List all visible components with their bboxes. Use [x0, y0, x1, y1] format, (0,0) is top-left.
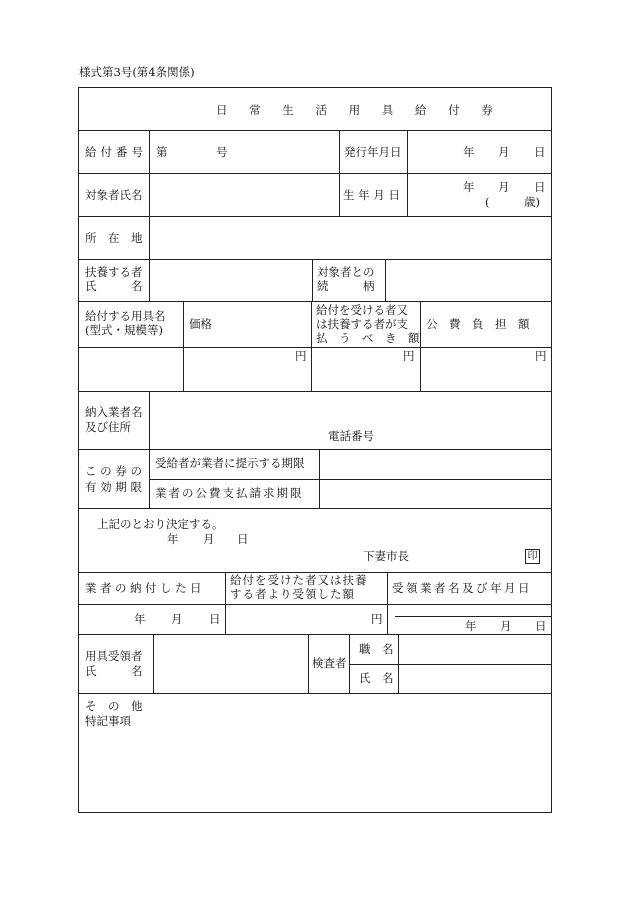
col-divider: [149, 216, 150, 259]
form-number: 様式第3号(第4条関係): [79, 65, 195, 79]
validity-label-1: こ の 券 の: [85, 464, 142, 478]
age-open: (: [485, 195, 490, 209]
voucher-form: [78, 87, 552, 813]
col-divider: [420, 301, 421, 391]
payment-number-label: 給付番号: [85, 145, 147, 159]
issue-date-day: 日: [534, 145, 546, 159]
col-divider: [319, 449, 320, 508]
vendor-label-2: 及び住所: [85, 420, 131, 434]
row-divider: [79, 508, 551, 509]
received-label-1: 給付を受けた者又は扶養: [230, 573, 368, 587]
decision-month: 月: [203, 532, 215, 546]
birth-date-day: 日: [534, 180, 546, 194]
receipt-month: 月: [500, 619, 512, 633]
other-label-2: 特記事項: [85, 714, 131, 728]
payable-label-1: 給付を受ける者又: [316, 303, 408, 317]
address-label: 所 在 地: [85, 231, 143, 245]
col-divider: [385, 259, 386, 301]
payable-label-3: 払 う べ き 額: [316, 331, 420, 345]
payment-number-prefix: 第: [156, 145, 168, 159]
row-divider: [349, 664, 551, 665]
birth-date-year: 年: [463, 180, 475, 194]
phone-label: 電話番号: [328, 429, 374, 443]
col-divider: [149, 391, 150, 449]
issue-date-label: 発行年月日: [344, 145, 402, 159]
col-divider: [149, 259, 150, 301]
col-divider: [311, 301, 312, 391]
validity-row-1: 受給者が業者に提示する期限: [155, 456, 305, 470]
receipt-year: 年: [465, 619, 477, 633]
col-divider: [339, 130, 340, 173]
recipient-name-label: 対象者氏名: [85, 188, 143, 202]
col-divider: [149, 130, 150, 173]
tool-receiver-label-1: 用具受領者: [85, 649, 143, 663]
payable-label-2: は扶養する者が支: [316, 317, 408, 331]
col-divider: [308, 634, 309, 693]
validity-label-2: 有 効 期 限: [85, 480, 142, 494]
col-divider: [387, 572, 388, 634]
row-divider: [149, 479, 551, 480]
supporter-label-1: 扶養する者: [85, 265, 143, 279]
col-divider: [398, 634, 399, 693]
col-divider: [312, 259, 313, 301]
row-divider: [79, 634, 551, 635]
col-divider: [339, 173, 340, 216]
inspector-name-label: 氏 名: [359, 671, 394, 685]
receipt-label: 受領業者名及び年月日: [392, 581, 532, 595]
public-label: 公 費 負 担 額: [426, 317, 530, 331]
relation-label-2: 続 柄: [317, 279, 375, 293]
col-divider: [183, 301, 184, 391]
decision-year: 年: [167, 532, 179, 546]
item-name-label-1: 給付する用具名: [85, 309, 166, 323]
validity-row-2: 業者の公費支払請求期限: [155, 486, 304, 500]
received-label-2: する者より受領した額: [230, 587, 355, 601]
row-divider: [79, 347, 551, 348]
delivered-year: 年: [134, 612, 146, 626]
inspector-label: 検査者: [312, 656, 347, 670]
item-name-label-2: (型式・規模等): [85, 323, 163, 337]
issue-date-year: 年: [463, 145, 475, 159]
delivered-month: 月: [171, 612, 183, 626]
receipt-line: [395, 616, 551, 617]
supporter-label-2: 氏 名: [85, 279, 143, 293]
other-label-1: そ の 他: [85, 699, 143, 713]
position-label: 職 名: [359, 642, 394, 656]
age-close: 歳): [524, 195, 540, 209]
payable-yen: 円: [403, 349, 415, 363]
form-title: 日 常 生 活 用 具 給 付 券: [216, 103, 502, 117]
col-divider: [153, 634, 154, 693]
received-yen: 円: [371, 612, 383, 626]
mayor-label: 下妻市長: [363, 549, 409, 563]
row-divider: [79, 301, 551, 302]
col-divider: [407, 130, 408, 173]
col-divider: [407, 173, 408, 216]
row-divider: [79, 604, 551, 605]
public-yen: 円: [535, 349, 547, 363]
receipt-day: 日: [535, 619, 547, 633]
price-label: 価格: [189, 317, 212, 331]
decision-text: 上記のとおり決定する。: [97, 517, 224, 531]
issue-date-month: 月: [498, 145, 510, 159]
price-yen: 円: [295, 349, 307, 363]
birth-date-label: 生 年 月 日: [343, 188, 400, 202]
col-divider: [225, 572, 226, 634]
delivered-day: 日: [209, 612, 221, 626]
col-divider: [149, 173, 150, 216]
seal-mark: 印: [525, 549, 540, 564]
tool-receiver-label-2: 氏 名: [85, 664, 143, 678]
birth-date-month: 月: [498, 180, 510, 194]
vendor-label-1: 納入業者名: [85, 405, 143, 419]
delivered-label: 業者の納付した日: [85, 581, 205, 595]
col-divider: [149, 449, 150, 508]
col-divider: [349, 634, 350, 693]
payment-number-suffix: 号: [216, 145, 228, 159]
relation-label-1: 対象者との: [317, 265, 375, 279]
decision-day: 日: [237, 532, 249, 546]
row-divider: [79, 693, 551, 694]
